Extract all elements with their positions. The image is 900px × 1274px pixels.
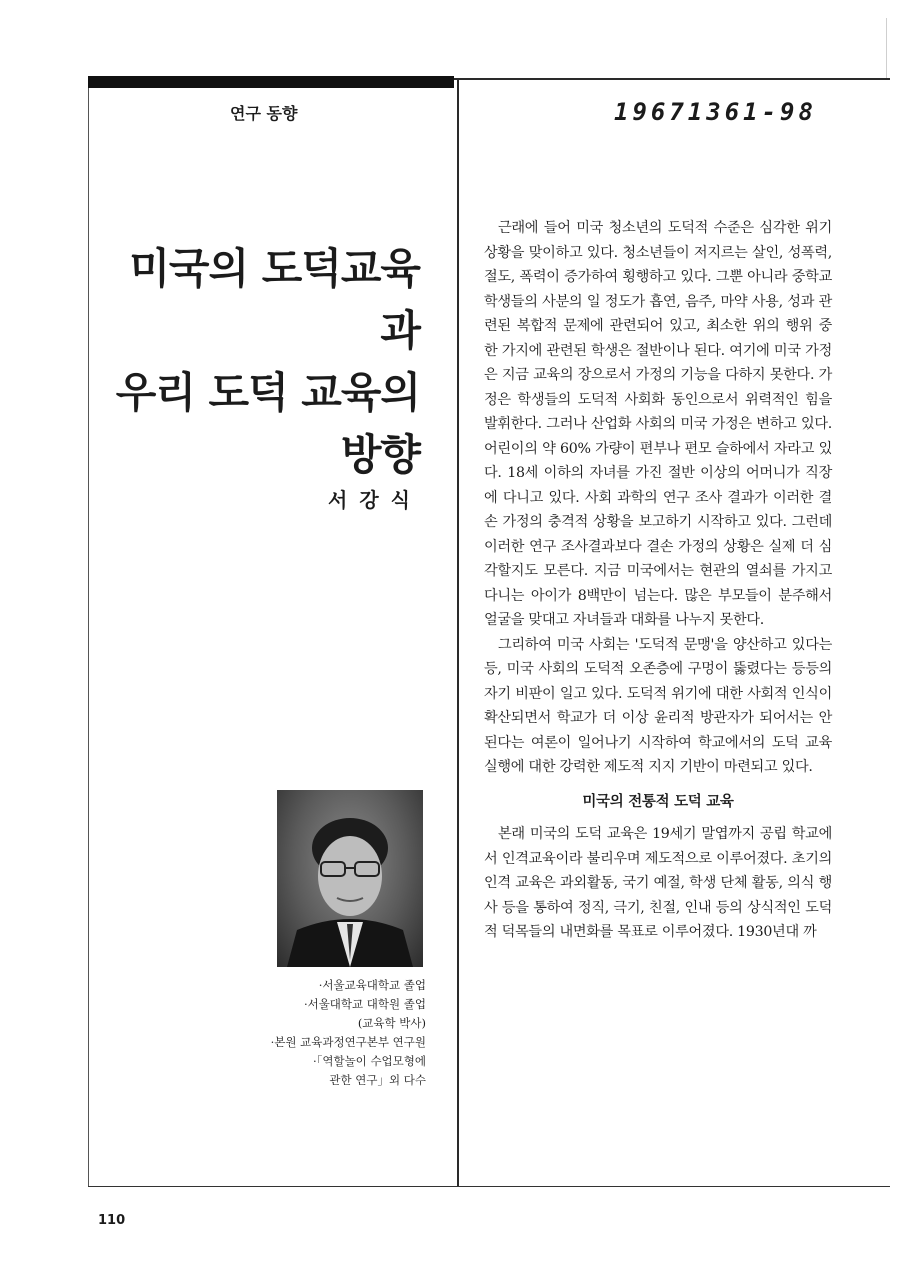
title-line-2: 우리 도덕 교육의 <box>115 368 420 417</box>
column-divider <box>457 78 459 1186</box>
header-black-bar <box>88 76 454 88</box>
page-number: 110 <box>98 1213 126 1228</box>
article-body <box>484 216 832 945</box>
title-line-1: 미국의 도덕교육과 <box>129 244 420 355</box>
title-line-3: 방향 <box>340 430 420 479</box>
bio-line: ·「역할놀이 수업모형에 <box>312 1054 426 1068</box>
body-paragraph: 그리하여 미국 사회는 '도덕적 문맹'을 양산하고 있다는 등, 미국 사회의 도덕적 오존층에 구멍이 뚫렸다는 등등의 자기 비판이 일고 있다. 도덕적 위기에 대한 사회적 인식이 확산되면서 학교가 더 이상 윤리적 방관자가 되어서는 안된다는 여론이 일어나기 시작하여 학교에서의 도덕 교육 실행에 대한 강력한 제도적 지지 기반이 마련되고 있다. <box>484 636 832 775</box>
section-subheading: 미국의 전통적 도덕 교육 <box>582 793 734 810</box>
author-name: 서강식 <box>328 488 422 512</box>
bio-line: 관한 연구」외 다수 <box>329 1073 426 1087</box>
bio-line: ·서울대학교 대학원 졸업 <box>303 997 426 1011</box>
article-title <box>110 238 420 486</box>
footer-rule <box>88 1186 890 1187</box>
bio-line: ·서울교육대학교 졸업 <box>318 978 426 992</box>
portrait-illustration <box>277 790 423 967</box>
bio-line: ·본원 교육과정연구본부 연구원 <box>270 1035 426 1049</box>
left-border-rule <box>88 88 89 1186</box>
header-rule <box>454 78 890 80</box>
document-number: 19671361-98 <box>614 98 817 126</box>
author-bio <box>200 976 426 1090</box>
body-paragraph: 본래 미국의 도덕 교육은 19세기 말엽까지 공립 학교에서 인격교육이라 불리우며 제도적으로 이루어졌다. 초기의 인격 교육은 과외활동, 국기 예절, 학생 단체 활동, 의식 행사 등을 통하여 정직, 극기, 친절, 인내 등의 상식적인 도덕적 덕목들의 내면화를 목표로 이루어졌다. 1930년대 까 <box>484 826 832 940</box>
body-paragraph: 근래에 들어 미국 청소년의 도덕적 수준은 심각한 위기상황을 맞이하고 있다. 청소년들이 저지르는 살인, 성폭력, 절도, 폭력이 증가하여 횡행하고 있다. 그뿐 아니라 중학교 학생들의 사분의 일 정도가 흡연, 음주, 마약 사용, 성과 관련된 복합적 문제에 관련되어 있고, 최소한 위의 행위 중 한 가지에 관련된 학생은 절반이나 된다. 여기에 미국 가정은 지금 교육의 장으로서 가정의 기능을 다하지 못한다. 가정은 학생들의 도덕적 사회화 동인으로서 위력적인 힘을 발휘한다. 그러나 산업화 사회의 미국 가정은 변하고 있다. 어린이의 약 60% 가량이 편부나 편모 슬하에서 자라고 있다. 18세 이하의 자녀를 가진 절반 이상의 어머니가 직장에 다니고 있다. 사회 과학의 연구 조사 결과가 이러한 결손 가정의 충격적 상황을 보고하기 시작하고 있다. 그런데 이러한 연구 조사결과보다 결손 가정의 상황은 실제 더 심각할지도 모른다. 지금 미국에서는 현관의 열쇠를 가지고 다니는 아이가 8백만이 넘는다. 많은 부모들이 분주해서 얼굴을 맞대고 자녀들과 대화를 나누지 못한다. <box>484 220 832 628</box>
section-label: 연구 동향 <box>230 104 298 123</box>
author-portrait-photo <box>277 790 423 967</box>
scan-margin-mark <box>886 18 887 78</box>
bio-line: (교육학 박사) <box>357 1016 426 1030</box>
